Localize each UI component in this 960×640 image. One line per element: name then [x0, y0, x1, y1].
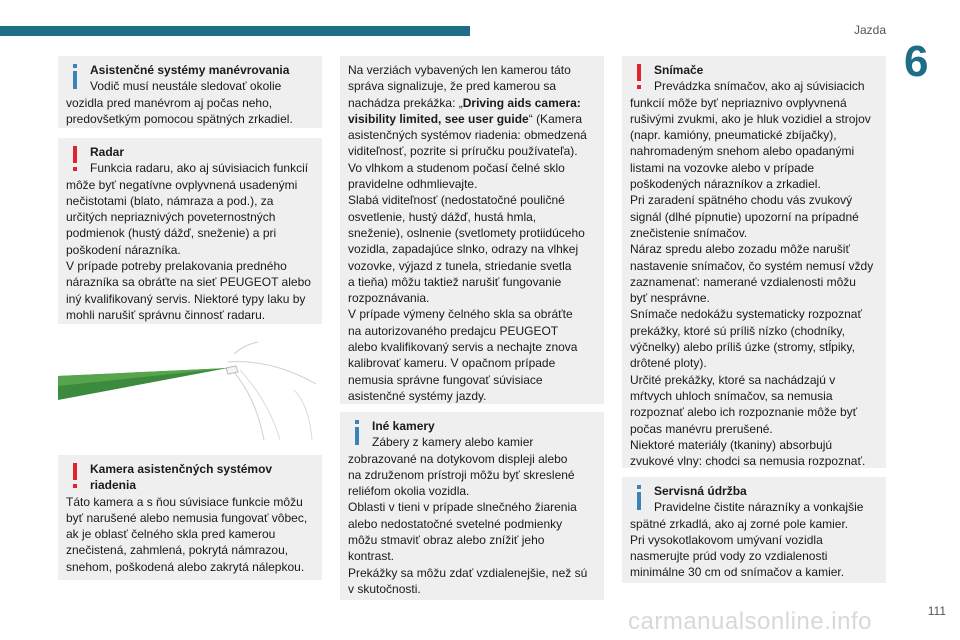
text-part: Na verziách vybavených len kamerou táto správa signalizuje, že pred kamerou sa nachádza prekážka: „ [348, 63, 571, 110]
info-icon [352, 420, 362, 446]
box-title: Snímače [654, 63, 704, 77]
box-title: Kamera asistenčných systémov riadenia [90, 462, 273, 493]
box-text: môže byť negatívne ovplyvnená usadenými nečistotami (blato, námraza a pod.), za určitých nepriaznivých poveternostných podmienok (hustý dážď, sneženie) a pri poškodení nárazníka. V prípade potreby prelakovania predného nárazníka sa obráťte na sieť PEUGEOT alebo iný kvalifikovaný servis. Niektoré typy laku by mohli narušiť správnu činnosť radaru. [66, 177, 311, 322]
box-title: Iné kamery [372, 419, 435, 433]
page-number: 111 [927, 604, 946, 618]
windshield-camera-illustration [58, 340, 322, 442]
warning-icon [70, 463, 80, 489]
warning-box-radar [58, 138, 322, 324]
info-box-maneuvering [58, 56, 322, 128]
box-text: Táto kamera a s ňou súvisiace funkcie môžu byť narušené alebo nemusia fungovať vôbec, ak je oblasť čelného skla pred kamerou znečistená, zahmlená, pokrytá námrazou, snehom, poškodená alebo zakrytá nálepkou. [66, 494, 308, 574]
info-box-other-cameras [340, 412, 604, 600]
box-text-first: Pravidelne čistite nárazníky a vonkajšie [654, 500, 864, 515]
box-text-first: Funkcia radaru, ako aj súvisiacich funkcií [90, 161, 309, 176]
box-title: Radar [90, 145, 125, 159]
info-icon [70, 64, 80, 90]
box-text-first: Vodič musí neustále sledovať okolie [90, 79, 282, 94]
box-title: Servisná údržba [654, 484, 747, 498]
box-text: funkcií môže byť nepriaznivo ovplyvnená rušivými zvukmi, ako je hluk vozidiel a strojov (napr. kamióny, pneumatické zbíjačky), nahromadeným snehom alebo opadanými listami na vozovke alebo v prípade poškodených nárazníkov a zrkadiel. Pri zaradení spätného chodu vás zvukový signál (dlhé pípnutie) upozorní na prípadné znečistenie snímačov. Náraz spredu alebo zozadu môže narušiť nastavenie snímačov, čo systém nemusí vždy zaznamenať: namerané vzdialenosti môžu byť nesprávne. Snímače nedokážu systematicky rozpoznať prekážky, ktoré sú príliš nízko (chodníky, výčnelky) alebo príliš úzke (stromy, stĺpiky, drôtené ploty). Určité prekážky, ktoré sa nachádzajú v mŕtvych uhloch snímačov, sa nemusia rozpoznať alebo ich rozpoznanie môže byť počas manévru prerušené. Niektoré materiály (tkaniny) absorbujú zvukové vlny: chodci sa nemusia rozpoznať. [630, 95, 874, 469]
warning-icon [634, 64, 644, 90]
camera-message: Driving aids camera: visibility limited, see user guide [348, 95, 581, 126]
text-box-camera-message [340, 56, 604, 404]
chapter-number: 6 [904, 37, 929, 86]
box-text: spätné zrkadlá, ako aj zorné pole kamier. Pri vysokotlakovom umývaní vozidla nasmerujte prúd vody zo vzdialenosti minimálne 30 cm od snímačov a kamier. [630, 516, 849, 580]
warning-box-sensors [622, 56, 886, 468]
warning-icon [70, 146, 80, 172]
box-text: zobrazované na dotykovom displeji alebo na združenom prístroji môžu byť skreslené reliéfom okolia vozidla. Oblasti v tieni v prípade slnečného žiarenia alebo nedostatočné svetelné podmienky môžu stmaviť obraz alebo znížiť jeho kontrast. Prekážky sa môžu zdať vzdialenejšie, než sú v skutočnosti. [348, 451, 588, 596]
box-text-first: Prevádzka snímačov, ako aj súvisiacich [654, 79, 865, 94]
header-accent-bar [0, 26, 470, 36]
box-text [348, 62, 596, 404]
warning-box-camera [58, 455, 322, 580]
section-title: Jazda [853, 23, 886, 37]
text-part: “ (Kamera asistenčných systémov riadenia: obmedzená viditeľnosť, pozrite si príručku používateľa). Vo vlhkom a studenom počasí čelné sklo pravidelne odhmlievajte. Slabá viditeľnosť (nedostatočné pouličné osvetlenie, hustý dážď, hustá hmla, sneženie), oslnenie (svetlomety protiidúceho vozidla, zapadajúce slnko, odrazy na vlhkej vozovke, výjazd z tunela, striedanie svetla a tieňa) môžu taktiež narušiť fungovanie rozpoznávania. V prípade výmeny čelného skla sa obráťte na autorizovaného predajcu PEUGEOT alebo kvalifikovaný servis a nechajte znova kalibrovať kameru. V opačnom prípade nemusia správne fungovať súvisiace asistenčné systémy jazdy. [348, 111, 587, 403]
box-title: Asistenčné systémy manévrovania [90, 63, 290, 77]
watermark: carmanualsonline.info [628, 608, 872, 635]
box-text: vozidla pred manévrom aj počas neho, predovšetkým pomocou spätných zrkadiel. [66, 95, 293, 126]
info-icon [634, 485, 644, 511]
box-text-first: Zábery z kamery alebo kamier [372, 435, 534, 450]
info-box-maintenance [622, 477, 886, 583]
